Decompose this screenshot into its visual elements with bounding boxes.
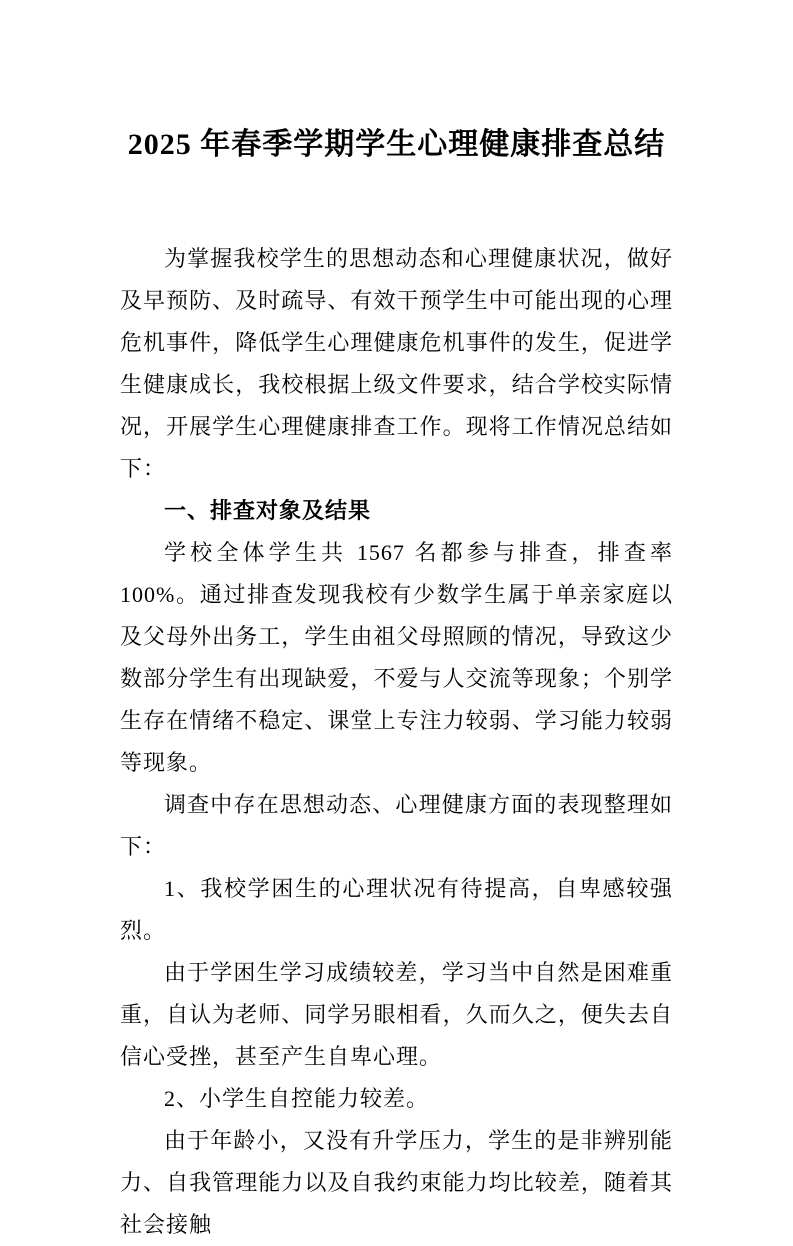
paragraph-survey-results: 学校全体学生共 1567 名都参与排查，排查率 100%。通过排查发现我校有少数学生属于单亲家庭以及父母外出务工，学生由祖父母照顾的情况，导致这少数部分学生有出现缺爱，不爱与人交流等现象；个别学生存在情绪不稳定、课堂上专注力较弱、学习能力较弱等现象。 xyxy=(120,540,673,775)
paragraph-point-2-detail: 由于年龄小，又没有升学压力，学生的是非辨别能力、自我管理能力以及自我约束能力均比较差，随着其社会接触 xyxy=(120,1128,673,1237)
paragraph-findings-intro: 调查中存在思想动态、心理健康方面的表现整理如下： xyxy=(120,792,673,859)
paragraph-point-1: 1、我校学困生的心理状况有待提高，自卑感较强烈。 xyxy=(120,876,673,943)
paragraph-intro: 为掌握我校学生的思想动态和心理健康状况，做好及早预防、及时疏导、有效干预学生中可能出现的心理危机事件，降低学生心理健康危机事件的发生，促进学生健康成长，我校根据上级文件要求，结合学校实际情况，开展学生心理健康排查工作。现将工作情况总结如下： xyxy=(120,246,673,481)
paragraph-point-2: 2、小学生自控能力较差。 xyxy=(164,1086,430,1111)
paragraph-point-1-detail: 由于学困生学习成绩较差，学习当中自然是困难重重，自认为老师、同学另眼相看，久而久之，便失去自信心受挫，甚至产生自卑心理。 xyxy=(120,960,673,1069)
document-title: 2025 年春季学期学生心理健康排查总结 xyxy=(127,128,666,161)
heading-section-1: 一、排查对象及结果 xyxy=(164,498,372,523)
